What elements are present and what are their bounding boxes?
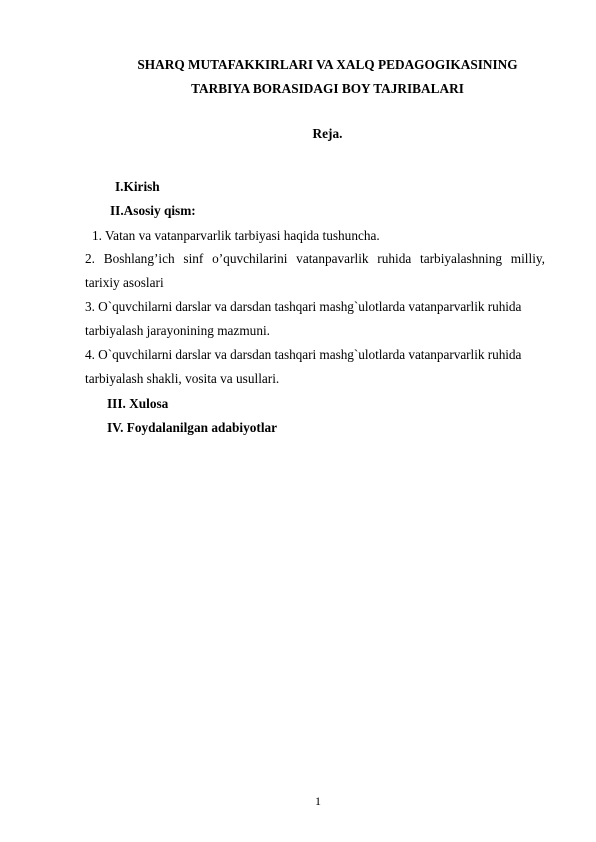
- page-number: 1: [315, 794, 321, 808]
- outline-item-2-line-1: [85, 251, 545, 267]
- document-title-line-1: SHARQ MUTAFAKKIRLARI VA XALQ PEDAGOGIKASINING: [137, 57, 518, 72]
- outline-item-1: 1. Vatan va vatanparvarlik tarbiyasi haqida tushuncha.: [92, 228, 380, 243]
- outline-item-4-line-1: 4. O`quvchilarni darslar va darsdan tashqari mashg`ulotlarda vatanparvarlik ruhida: [85, 347, 522, 362]
- outline-intro: I.Kirish: [115, 179, 160, 194]
- outline-item-3-line-1: 3. O`quvchilarni darslar va darsdan tashqari mashg`ulotlarda vatanparvarlik ruhida: [85, 299, 522, 314]
- item-2-word: Boshlang’ich: [103, 251, 175, 266]
- item-2-word: tarbiyalashning: [420, 251, 503, 266]
- outline-item-3-line-2: tarbiyalash jarayonining mazmuni.: [85, 323, 270, 338]
- outline-references: IV. Foydalanilgan adabiyotlar: [107, 420, 278, 435]
- outline-item-4-line-2: tarbiyalash shakli, vosita va usullari.: [85, 371, 280, 386]
- item-2-word: ruhida: [377, 251, 412, 266]
- item-2-word: sinf: [183, 251, 204, 266]
- document-title-line-2: TARBIYA BORASIDAGI BOY TAJRIBALARI: [191, 81, 464, 96]
- item-2-word: vatanpavarlik: [296, 251, 369, 266]
- outline-item-2-line-2: tarixiy asoslari: [85, 275, 164, 290]
- item-2-word: 2.: [85, 251, 95, 266]
- item-2-word: milliy,: [510, 251, 545, 266]
- item-2-word: o’quvchilarini: [212, 251, 288, 266]
- outline-conclusion: III. Xulosa: [107, 396, 169, 411]
- plan-heading: Reja.: [312, 126, 343, 141]
- outline-main-part: II.Asosiy qism:: [110, 203, 196, 218]
